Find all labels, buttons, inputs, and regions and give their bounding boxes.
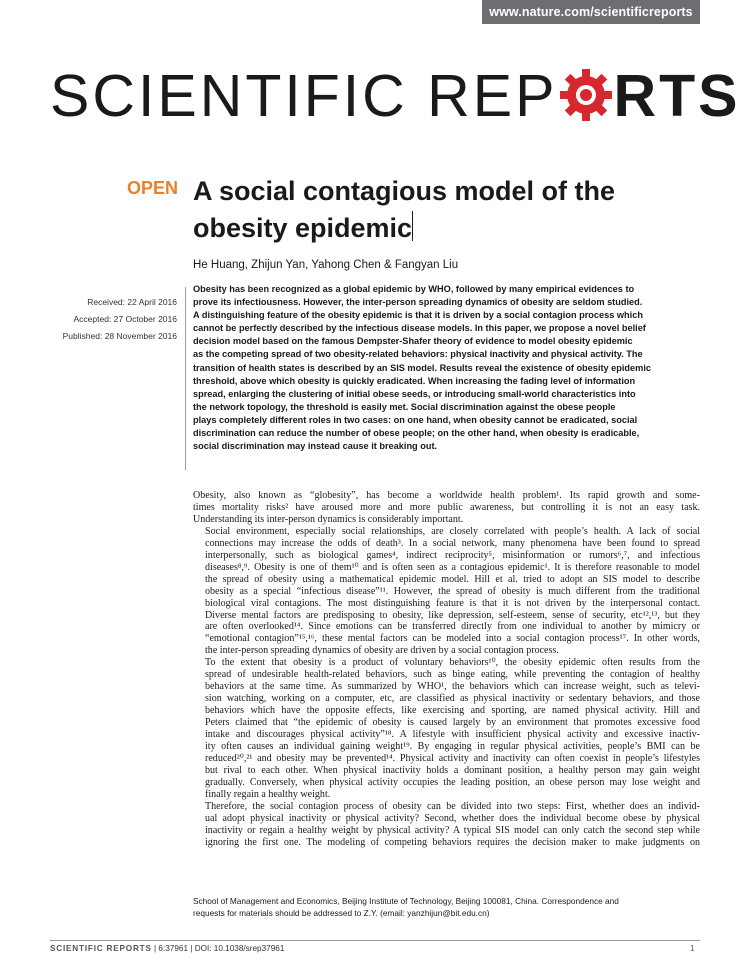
body-line: ignoring the first one. The modeling of competing behaviors requires the decision maker to make judgments on — [205, 836, 700, 848]
footer-citation — [50, 944, 284, 953]
footer-divider — [50, 940, 700, 941]
body-line: spread of undesirable health-related behaviors, such as binge eating, while preventing the contagion of healthy — [205, 669, 700, 681]
affiliation-line-1: School of Management and Economics, Beijing Institute of Technology, Beijing 100081, China. Correspondence and — [193, 896, 619, 906]
masthead-text-scientific-rep: SCIENTIFIC REP — [50, 63, 558, 129]
body-line: the inter-person spreading dynamics of obesity are driven by a social contagion process. — [205, 645, 559, 657]
body-line: Obesity, also known as “globesity”, has become a worldwide health problem¹. Its rapid growth and some- — [193, 490, 700, 501]
footer-doi: | 6:37961 | DOI: 10.1038/srep37961 — [151, 944, 285, 953]
body-line: ity often causes an individual gaining weight¹⁹. By engaging in regular physical activities, people’s BMI can be — [205, 741, 700, 753]
body-line: the spread of obesity using a mathematical epidemic model. Hill et al. tried to adopt an SIS model to describe — [205, 573, 700, 585]
page-number: 1 — [690, 944, 695, 953]
body-line: interpersonally, such as biological games⁴, indirect reciprocity⁵, misinformation or rumors⁶,⁷, and infectious — [205, 549, 700, 561]
body-line: behaviors at the same time. As summarized by WHO¹, the behaviors which can increase weight, such as televi- — [205, 681, 700, 693]
body-line: “emotional contagion”¹⁵,¹⁶, these mental factors can be modeled into a social contagion process¹⁷. In other words, — [205, 633, 700, 645]
body-line: Diverse mental factors are predisposing to obesity, like depression, self-esteem, sense of security, etc¹²,¹³, but they — [205, 609, 700, 621]
author-list: He Huang, Zhijun Yan, Yahong Chen & Fangyan Liu — [193, 259, 459, 271]
body-line: ual adopt physical inactivity or physical activity? Second, whether does the individual become obese by physical — [205, 812, 700, 824]
body-line: Therefore, the social contagion process of obesity can be divided into two steps: First, whether does an individ- — [205, 800, 700, 812]
body-paragraph — [193, 801, 700, 849]
abstract-line: as the competing spread of two obesity-related behaviors: physical inactivity and physical activity. The — [193, 349, 643, 360]
masthead-text-rts: RTS — [613, 63, 741, 129]
abstract-line: the network topology, the threshold is easily met. Social discrimination against the obese people — [193, 401, 616, 412]
received-date: Received: 22 April 2016 — [87, 297, 177, 307]
body-line: reduced²⁰,²¹ and obesity may be prevented¹⁴. Physical activity and inactivity can often coexist in people’s lifestyles — [205, 752, 700, 764]
body-paragraph — [193, 657, 700, 800]
abstract-line: A distinguishing feature of the obesity epidemic is that it is driven by a social contagion process which — [193, 310, 643, 321]
publication-dates — [50, 294, 177, 345]
abstract-line: Obesity has been recognized as a global epidemic by WHO, followed by many empirical evidences to — [193, 284, 635, 294]
abstract-line: transition of health states is described by an SIS model. Results reveal the existence of obesity epidemic — [193, 362, 651, 373]
published-date: Published: 28 November 2016 — [62, 331, 177, 341]
body-line: To the extent that obesity is a product of voluntary behaviors¹⁰, the obesity epidemic often results from the — [205, 657, 700, 669]
body-line: biological viral contagions. The most distinguishing feature is that it is not driven by the interpersonal contact. — [205, 597, 700, 609]
body-line: inactivity or regain a healthy weight by physical activity? A typical SIS model can only catch the second step while — [205, 824, 700, 836]
abstract-line: prove its infectiousness. However, the inter-person spreading dynamics of obesity are seldom studied. — [193, 297, 643, 308]
abstract-line: discrimination can reduce the number of obese people; on the other hand, when obesity is eradicable, — [193, 428, 640, 439]
accepted-date: Accepted: 27 October 2016 — [73, 314, 177, 324]
abstract-line: social discrimination may instead cause it breaking out. — [193, 441, 438, 452]
journal-url-banner[interactable]: www.nature.com/scientificreports — [482, 0, 700, 24]
body-line: finally regain a healthy weight. — [205, 788, 331, 800]
abstract-line: cannot be perfectly described by the infectious disease models. In this paper, we propose a novel belief — [193, 323, 646, 334]
body-line: sion watching, working on a computer, etc, are classified as physical inactivity or sedentary behaviors, and those — [205, 693, 700, 705]
body-line: behaviors which have the opposite effects, like exercising and sporting, are named physical activity. Hill and — [205, 705, 700, 717]
body-line: connections may increase the odds of death³. In a social network, many phenomena have been found to spread — [205, 537, 700, 549]
abstract-line: plays completely different roles in two cases: on one hand, when obesity cannot be eradicated, social — [193, 414, 638, 425]
abstract-line: spread, enlarging the clustering of initial obese seeds, or introducing small-world characteristics into — [193, 388, 636, 399]
abstract-line: decision model based on the famous Dempster-Shafer theory of evidence to model obesity epidemic — [193, 336, 633, 347]
abstract-divider — [185, 287, 186, 470]
body-line: obesity as a special “infectious disease”¹¹. However, the spread of obesity is much different from the traditional — [205, 585, 700, 597]
body-line: are often overlooked¹⁴. Since emotions can be transferred directly from one individual to another by mimicry or — [205, 621, 700, 633]
body-line: times mortality risks² have aroused more and more public awareness, but controlling it is not an easy task. — [193, 501, 700, 513]
article-title — [193, 173, 693, 247]
journal-masthead — [50, 63, 741, 129]
abstract-line: threshold, above which obesity is quickly eradicated. When increasing the fading level of information — [193, 375, 636, 386]
body-line: intake and discourages physical activity”¹⁸. A lifestyle with insufficient physical activity and excessive inactiv- — [205, 729, 700, 741]
body-line: but rival to each other. When physical inactivity holds a dominant position, a healthy person may gain weight — [205, 764, 700, 776]
body-line: gradually. Conversely, when physical activity occupies the leading position, an obese person may lose weight and — [205, 776, 700, 788]
text-cursor — [412, 211, 413, 241]
body-line: diseases⁸,⁹. Obesity is one of them¹⁰ and is often seen as a contagious epidemic¹. It is therefore reasonable to model — [205, 561, 700, 573]
body-line: Social environment, especially social relationships, are closely correlated with people’s health. A lack of social — [205, 525, 700, 537]
article-body — [193, 490, 700, 849]
abstract — [193, 283, 700, 453]
body-paragraph — [193, 490, 700, 526]
article-title-line-1: A social contagious model of the — [193, 176, 616, 206]
footer-journal-name: SCIENTIFIC REPORTS — [50, 944, 152, 953]
gear-logo-icon — [559, 68, 613, 122]
open-access-label: OPEN — [126, 178, 178, 198]
body-paragraph — [193, 526, 700, 657]
affiliation-line-2: requests for materials should be addressed to Z.Y. (email: yanzhijun@bit.edu.cn) — [193, 907, 490, 918]
article-title-line-2: obesity epidemic — [193, 213, 413, 243]
body-line: Peters claimed that “the epidemic of obesity is caused largely by an environment that promotes excessive food — [205, 717, 700, 729]
body-line: Understanding its inter-person dynamics is considerably important. — [193, 513, 464, 525]
affiliation-note — [193, 896, 700, 919]
